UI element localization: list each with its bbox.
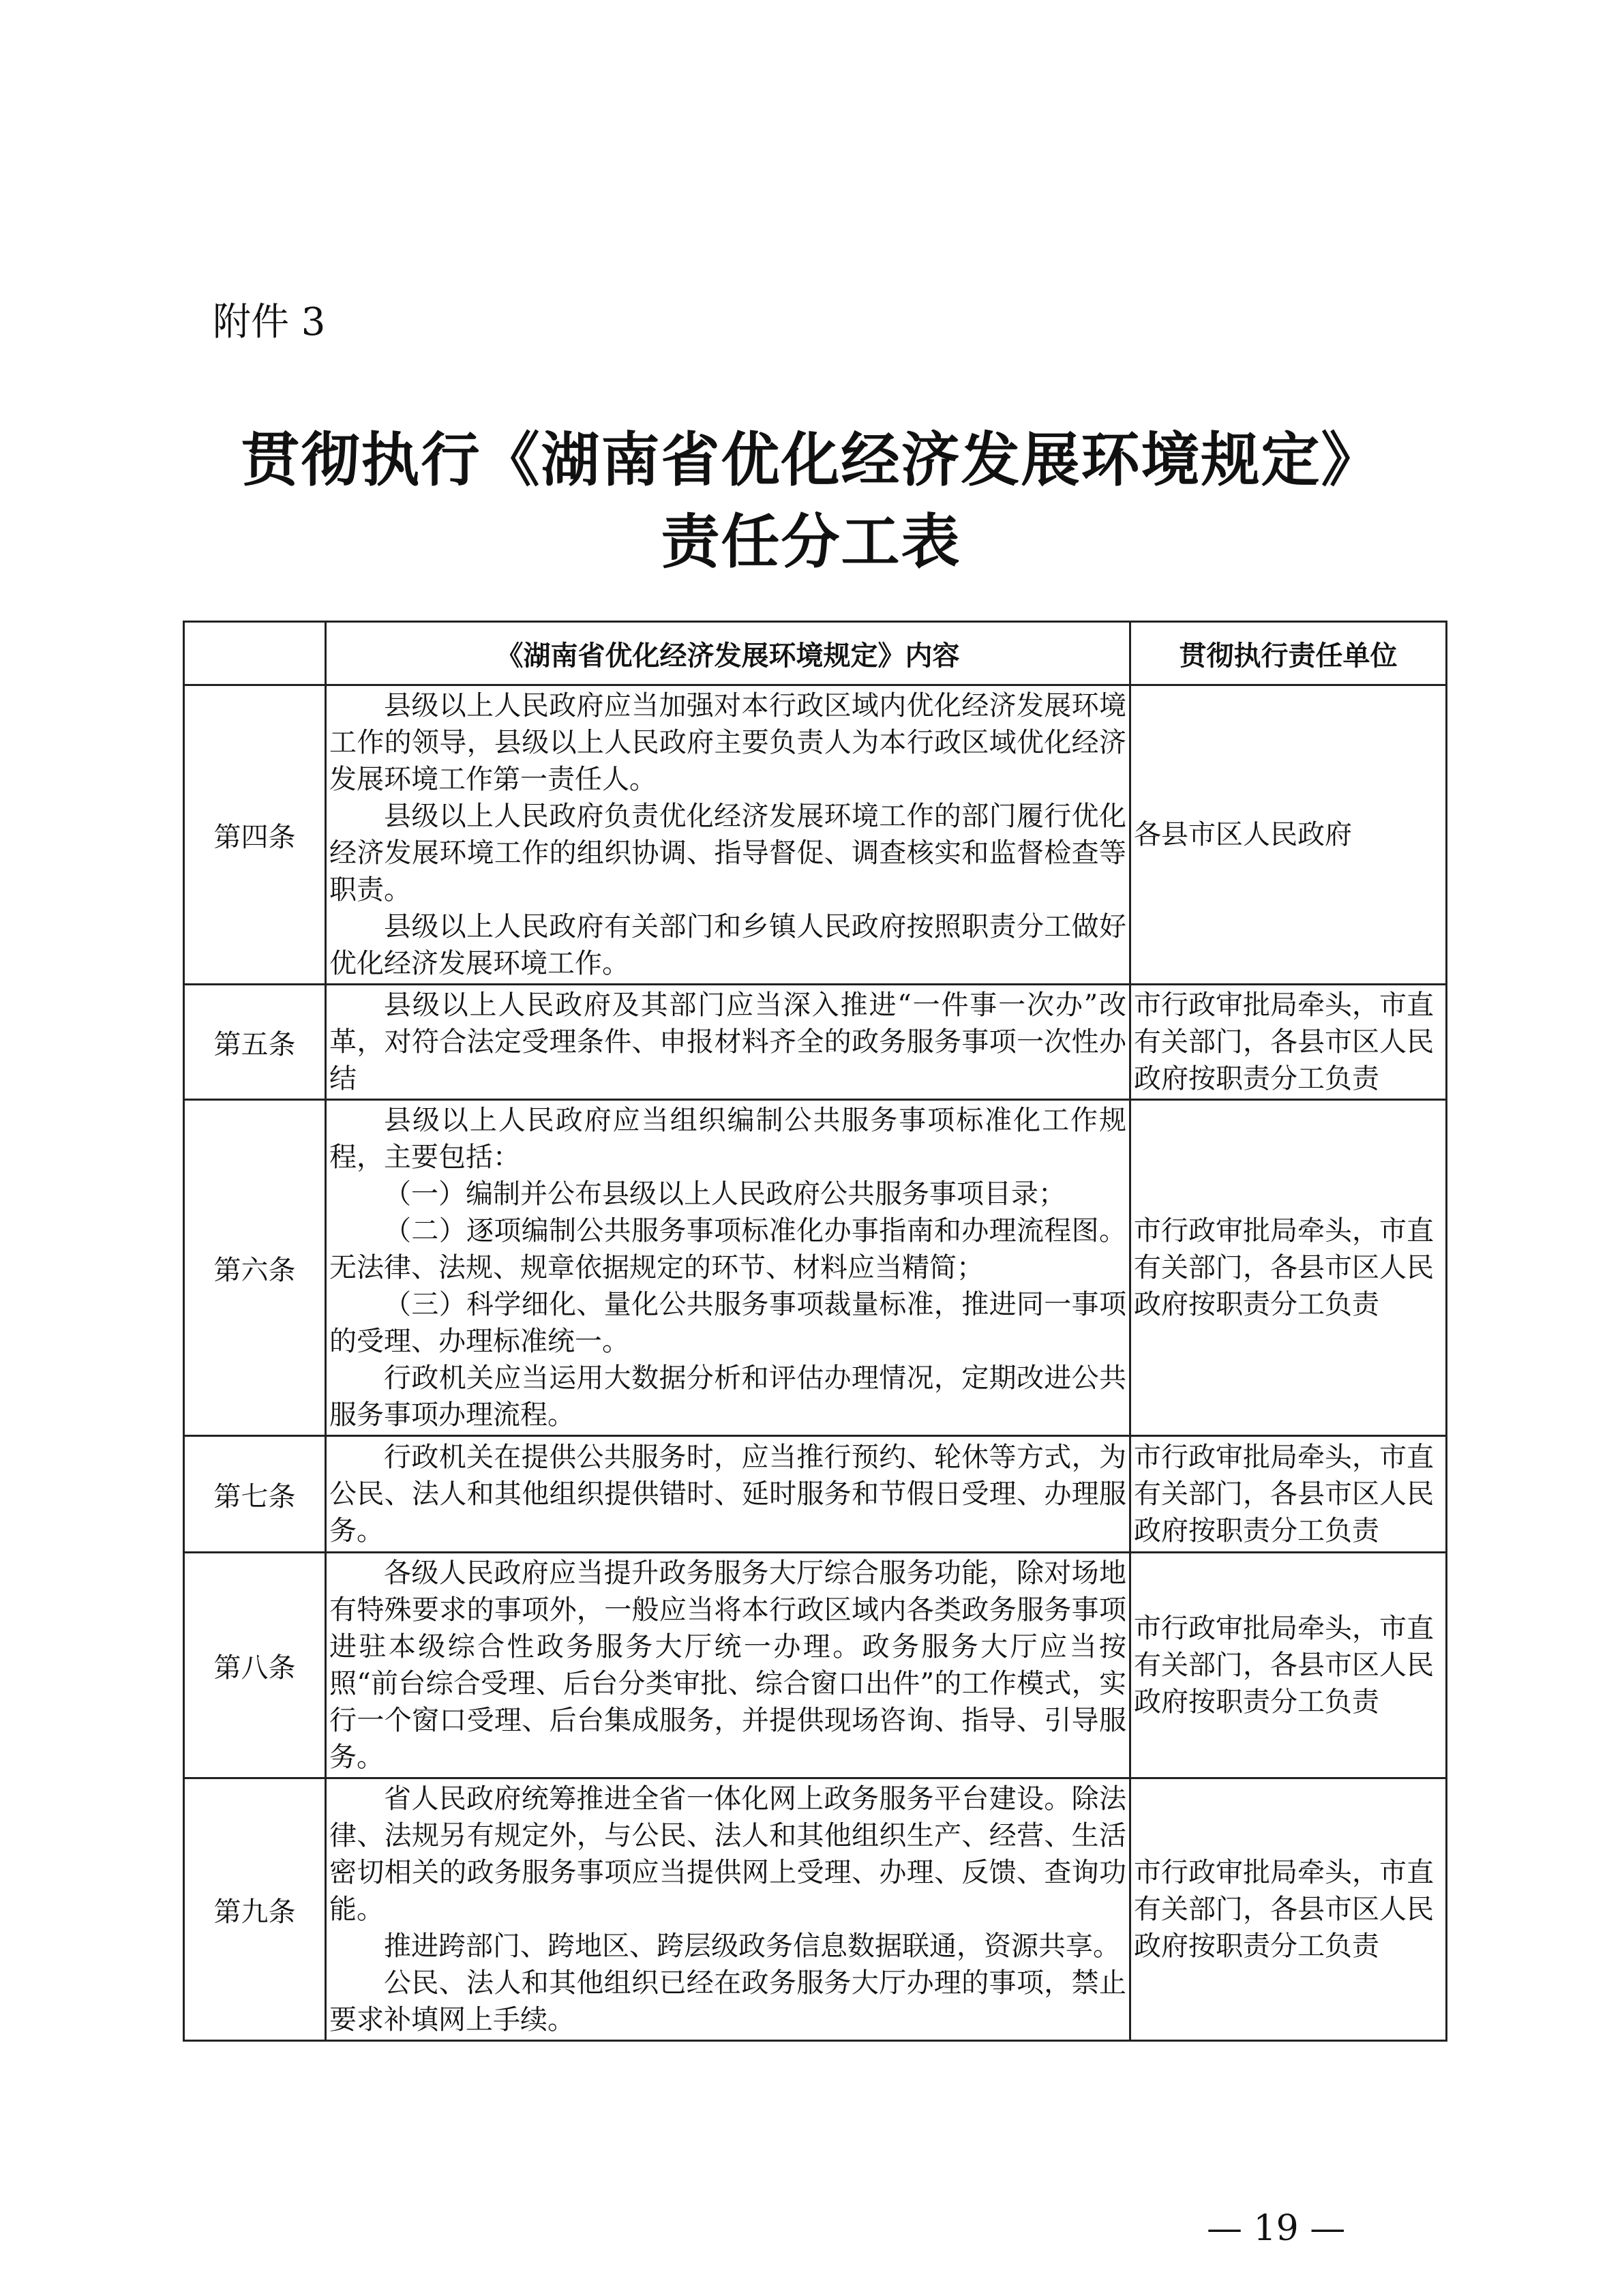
article-number: 第七条 [184, 1436, 326, 1553]
article-number: 第九条 [184, 1778, 326, 2041]
responsible-unit: 市行政审批局牵头，市直有关部门，各县市区人民政府按职责分工负责 [1130, 1436, 1447, 1553]
content-paragraph: 县级以上人民政府及其部门应当深入推进“一件事一次办”改革，对符合法定受理条件、申报材料齐全的政务服务事项一次性办结 [329, 989, 1126, 1094]
attachment-label: 附件 3 [213, 300, 326, 344]
header-responsible: 贯彻执行责任单位 [1130, 622, 1447, 685]
content-paragraph: （一）编制并公布县级以上人民政府公共服务事项目录； [384, 1178, 1066, 1210]
responsibility-table [183, 621, 1447, 2042]
page-number: — 19 — [1207, 2208, 1346, 2249]
responsible-unit: 市行政审批局牵头，市直有关部门，各县市区人民政府按职责分工负责 [1130, 1100, 1447, 1436]
table-row [184, 1436, 1447, 1553]
table-row [184, 685, 1447, 985]
content-paragraph: （三）科学细化、量化公共服务事项裁量标准，推进同一事项的受理、办理标准统一。 [329, 1289, 1126, 1357]
content-paragraph: 行政机关在提供公共服务时，应当推行预约、轮休等方式，为公民、法人和其他组织提供错时、延时服务和节假日受理、办理服务。 [329, 1442, 1126, 1547]
article-number: 第四条 [184, 685, 326, 985]
responsible-unit: 市行政审批局牵头，市直有关部门，各县市区人民政府按职责分工负责 [1130, 1553, 1447, 1778]
content-paragraph: 公民、法人和其他组织已经在政务服务大厅办理的事项，禁止要求补填网上手续。 [329, 1967, 1126, 2036]
content-paragraph: 省人民政府统筹推进全省一体化网上政务服务平台建设。除法律、法规另有规定外，与公民、法人和其他组织生产、经营、生活密切相关的政务服务事项应当提供网上受理、办理、反馈、查询功能。 [329, 1783, 1126, 1925]
table-row [184, 1778, 1447, 2041]
table-row [184, 1553, 1447, 1778]
content-paragraph: 县级以上人民政府应当加强对本行政区域内优化经济发展环境工作的领导，县级以上人民政府主要负责人为本行政区域优化经济发展环境工作第一责任人。 [329, 690, 1126, 795]
responsible-unit: 市行政审批局牵头，市直有关部门，各县市区人民政府按职责分工负责 [1130, 985, 1447, 1100]
article-number: 第六条 [184, 1100, 326, 1436]
article-content [326, 1100, 1130, 1436]
content-paragraph: 行政机关应当运用大数据分析和评估办理情况，定期改进公共服务事项办理流程。 [329, 1362, 1126, 1431]
table-row [184, 1100, 1447, 1436]
document-title: 贯彻执行《湖南省优化经济发展环境规定》 [241, 426, 1381, 494]
table-row [184, 985, 1447, 1100]
article-content [326, 985, 1130, 1100]
content-paragraph: 县级以上人民政府负责优化经济发展环境工作的部门履行优化经济发展环境工作的组织协调、指导督促、调查核实和监督检查等职责。 [329, 801, 1126, 906]
content-paragraph: 县级以上人民政府有关部门和乡镇人民政府按照职责分工做好优化经济发展环境工作。 [329, 911, 1126, 979]
content-paragraph: 各级人民政府应当提升政务服务大厅综合服务功能，除对场地有特殊要求的事项外，一般应当将本行政区域内各类政务服务事项进驻本级综合性政务服务大厅统一办理。政务服务大厅应当按照“前台综合受理、后台分类审批、综合窗口出件”的工作模式，实行一个窗口受理、后台集成服务，并提供现场咨询、指导、引导服务。 [329, 1557, 1126, 1773]
article-content [326, 1436, 1130, 1553]
article-content [326, 685, 1130, 985]
header-article [184, 622, 326, 685]
article-content [326, 1778, 1130, 2041]
content-paragraph: 县级以上人民政府应当组织编制公共服务事项标准化工作规程，主要包括： [329, 1105, 1126, 1173]
responsible-unit: 各县市区人民政府 [1130, 685, 1447, 985]
article-content [326, 1553, 1130, 1778]
article-number: 第八条 [184, 1553, 326, 1778]
document-subtitle: 责任分工表 [661, 508, 961, 576]
responsible-unit: 市行政审批局牵头，市直有关部门，各县市区人民政府按职责分工负责 [1130, 1778, 1447, 2041]
article-number: 第五条 [184, 985, 326, 1100]
table-header-row [184, 622, 1447, 685]
content-paragraph: 推进跨部门、跨地区、跨层级政务信息数据联通，资源共享。 [384, 1930, 1120, 1962]
header-content: 《湖南省优化经济发展环境规定》内容 [326, 622, 1130, 685]
content-paragraph: （二）逐项编制公共服务事项标准化办事指南和办理流程图。无法律、法规、规章依据规定的环节、材料应当精简； [329, 1215, 1126, 1283]
